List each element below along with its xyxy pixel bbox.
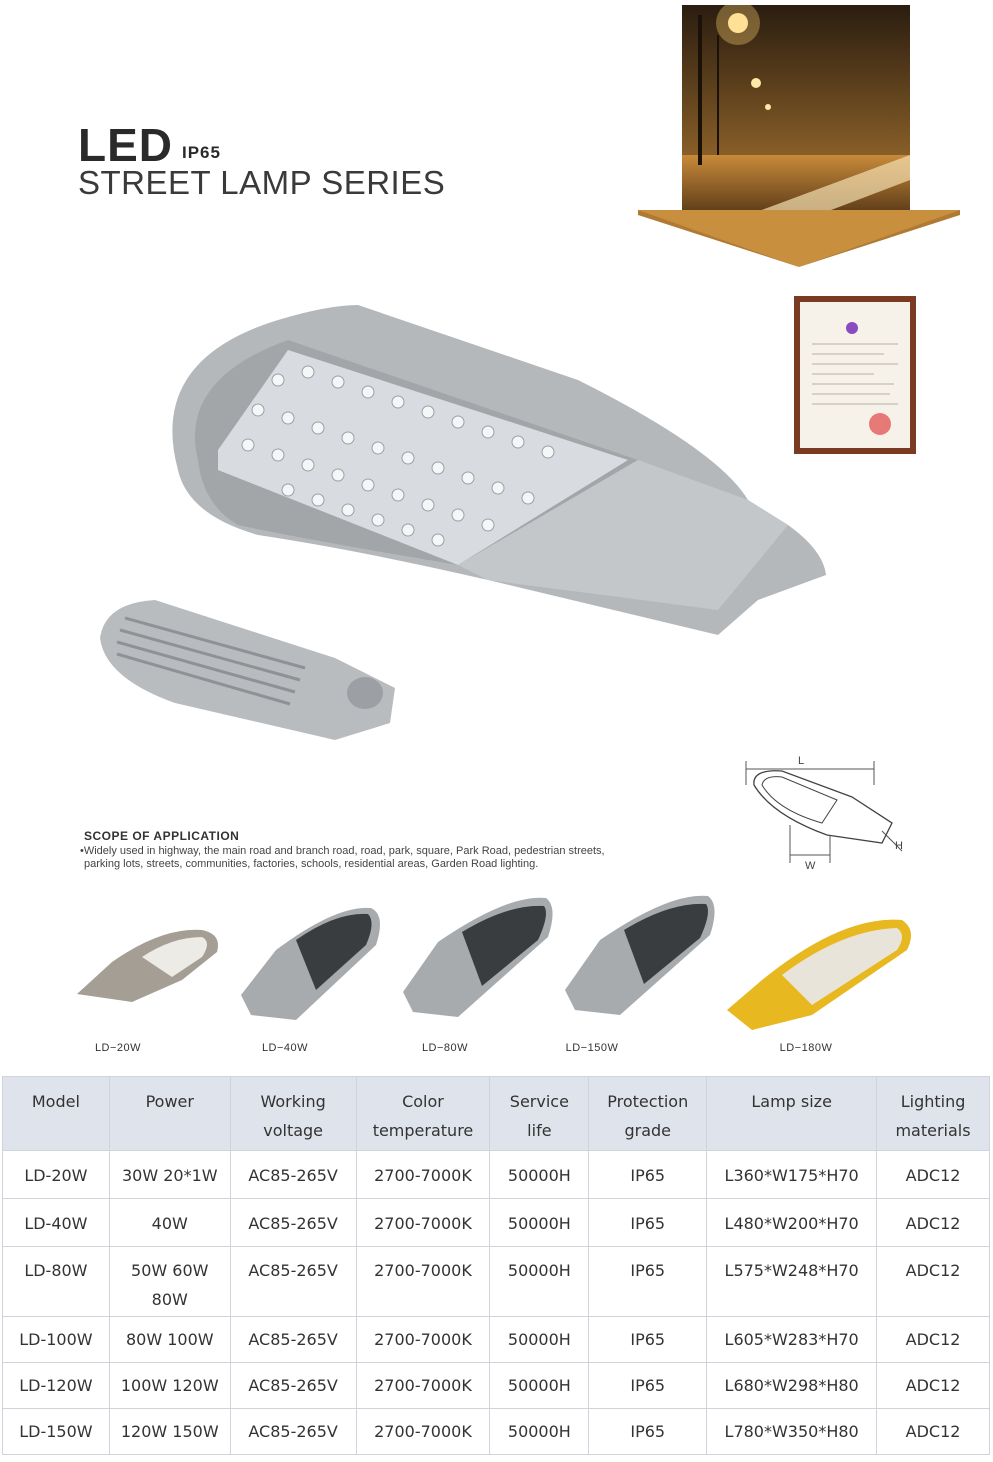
cell-model: LD-20W — [3, 1151, 110, 1199]
table-row — [3, 1247, 990, 1317]
table-row — [3, 1317, 990, 1363]
table-row — [3, 1199, 990, 1247]
header-model: Model — [3, 1077, 110, 1151]
cell-voltage: AC85-265V — [230, 1363, 356, 1409]
cell-protection: IP65 — [589, 1409, 707, 1455]
cell-service-life: 50000H — [490, 1151, 589, 1199]
model-label-ld80w: LD−80W — [421, 1042, 469, 1054]
cell-materials: ADC12 — [877, 1247, 990, 1317]
cell-color-temp: 2700-7000K — [356, 1363, 490, 1409]
cell-voltage: AC85-265V — [230, 1317, 356, 1363]
lamp-thumb-ld40w — [236, 900, 386, 1030]
title-series: STREET LAMP SERIES — [78, 164, 446, 201]
street-lamp-heatsink-image — [95, 598, 395, 740]
cell-protection: IP65 — [589, 1247, 707, 1317]
cell-lamp-size: L780*W350*H80 — [707, 1409, 877, 1455]
cell-model: LD-150W — [3, 1409, 110, 1455]
cell-color-temp: 2700-7000K — [356, 1409, 490, 1455]
cell-lamp-size: L680*W298*H80 — [707, 1363, 877, 1409]
model-label-ld40w: LD−40W — [261, 1042, 309, 1054]
cell-voltage: AC85-265V — [230, 1151, 356, 1199]
cell-protection: IP65 — [589, 1151, 707, 1199]
header-power: Power — [109, 1077, 230, 1151]
lamp-thumb-ld20w — [72, 922, 222, 1012]
title-ip-rating: IP65 — [182, 143, 221, 162]
header-materials: Lighting materials — [877, 1077, 990, 1151]
cell-power: 40W — [109, 1199, 230, 1247]
cell-lamp-size: L575*W248*H70 — [707, 1247, 877, 1317]
lamp-thumb-ld150w — [560, 890, 720, 1025]
street-night-photo — [638, 5, 960, 267]
cell-power-text: 50W 60W 80W — [131, 1261, 209, 1309]
cell-service-life: 50000H — [490, 1363, 589, 1409]
cell-model: LD-120W — [3, 1363, 110, 1409]
dimension-w-label: W — [805, 860, 816, 872]
lamp-thumb-ld180w — [722, 910, 917, 1030]
dimension-diagram — [742, 755, 912, 875]
cell-color-temp: 2700-7000K — [356, 1199, 490, 1247]
cell-voltage: AC85-265V — [230, 1247, 356, 1317]
cell-service-life: 50000H — [490, 1317, 589, 1363]
scope-heading: SCOPE OF APPLICATION — [84, 829, 240, 843]
cell-color-temp: 2700-7000K — [356, 1317, 490, 1363]
model-label-ld180w: LD−180W — [779, 1042, 833, 1054]
title-led: LED — [78, 119, 173, 171]
cell-service-life: 50000H — [490, 1199, 589, 1247]
cell-protection: IP65 — [589, 1317, 707, 1363]
cell-power: 30W 20*1W — [109, 1151, 230, 1199]
table-row — [3, 1363, 990, 1409]
cell-service-life: 50000H — [490, 1409, 589, 1455]
cell-power — [109, 1247, 230, 1317]
cell-model: LD-100W — [3, 1317, 110, 1363]
header-color-temp: Color temperature — [356, 1077, 490, 1151]
cell-power: 120W 150W — [109, 1409, 230, 1455]
scope-line-1: •Widely used in highway, the main road and branch road, road, park, square, Park Road, pedestrian streets, — [80, 845, 605, 857]
cell-power: 80W 100W — [109, 1317, 230, 1363]
cell-protection: IP65 — [589, 1199, 707, 1247]
cell-lamp-size: L360*W175*H70 — [707, 1151, 877, 1199]
scope-text — [80, 845, 660, 871]
cell-color-temp: 2700-7000K — [356, 1151, 490, 1199]
cell-materials: ADC12 — [877, 1363, 990, 1409]
spec-table — [2, 1076, 990, 1455]
cell-service-life: 50000H — [490, 1247, 589, 1317]
cell-materials: ADC12 — [877, 1151, 990, 1199]
cell-model: LD-80W — [3, 1247, 110, 1317]
scope-line-2: parking lots, streets, communities, factories, schools, residential areas, Garden Road lighting. — [84, 858, 539, 870]
dimension-l-label: L — [798, 755, 805, 767]
table-row — [3, 1409, 990, 1455]
cell-materials: ADC12 — [877, 1409, 990, 1455]
cell-model: LD-40W — [3, 1199, 110, 1247]
header-lamp-size: Lamp size — [707, 1077, 877, 1151]
cell-lamp-size: L605*W283*H70 — [707, 1317, 877, 1363]
cell-protection: IP65 — [589, 1363, 707, 1409]
street-lamp-main-image — [158, 300, 828, 640]
cell-color-temp: 2700-7000K — [356, 1247, 490, 1317]
cell-materials: ADC12 — [877, 1317, 990, 1363]
cell-lamp-size: L480*W200*H70 — [707, 1199, 877, 1247]
cell-voltage: AC85-265V — [230, 1199, 356, 1247]
model-label-ld20w: LD−20W — [94, 1042, 142, 1054]
table-header-row — [3, 1077, 990, 1151]
header-service-life: Service life — [490, 1077, 589, 1151]
cell-voltage: AC85-265V — [230, 1409, 356, 1455]
table-row — [3, 1151, 990, 1199]
header-voltage: Working voltage — [230, 1077, 356, 1151]
model-label-ld150w: LD−150W — [565, 1042, 619, 1054]
cell-power: 100W 120W — [109, 1363, 230, 1409]
lamp-thumb-ld80w — [398, 892, 558, 1027]
dimension-h-label: H — [895, 840, 903, 852]
cell-materials: ADC12 — [877, 1199, 990, 1247]
header-protection: Protection grade — [589, 1077, 707, 1151]
